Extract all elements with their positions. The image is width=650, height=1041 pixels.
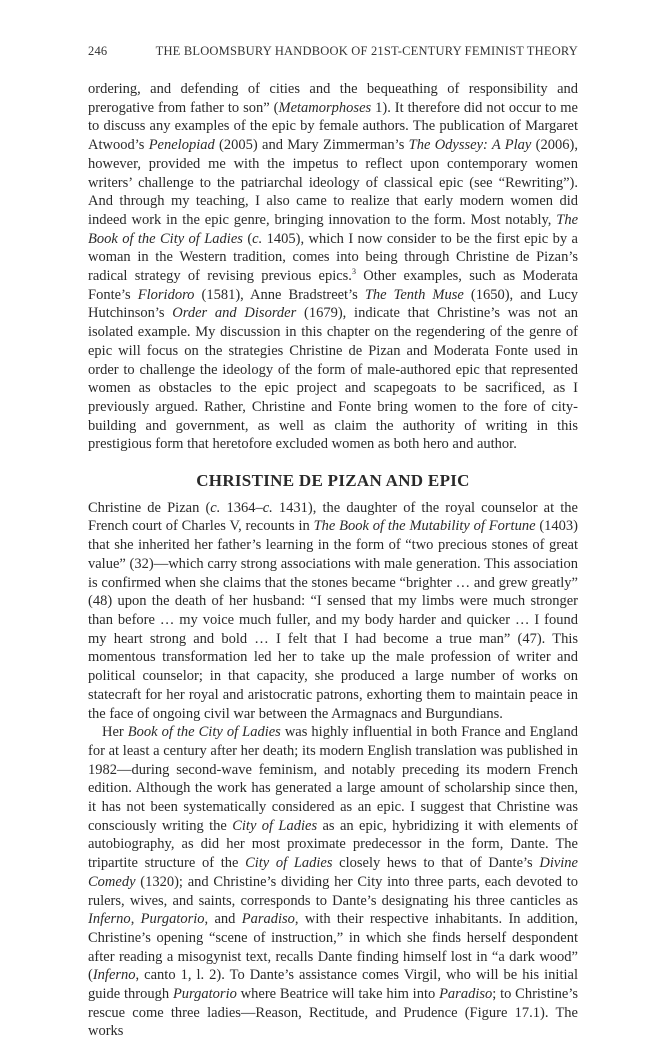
text-run: as an epic, hybridizing it with elements of autobiography, as did her most proximate predecessor in the form, Dante. The tripartite structure of the [88,817,578,872]
italic-text: Purgatorio [172,986,237,1003]
italic-text: City of Ladies [232,817,318,834]
text-run: 1431), the daughter of the royal counselor at the French court of Charles V, recounts in [88,499,578,535]
text-run: (1320); and Christine’s dividing her City into three parts, each devoted to rulers, wives, and saints, corresponds to Dante’s designating his three canticles as [88,873,578,909]
italic-text: Book of the City of Ladies [127,724,281,741]
text-run: (1679), indicate that Christine’s was not an isolated example. My discussion in this chapter on the regendering of the genre of epic will focus on the strategies Christine de Pizan and Moderata Fonte used in order to challenge the ideology of the form of male-authored epic that represented women as obstacles to the epic project and scapegoats to be sacrificed, as I previously argued. Rather, Christine and Fonte bring women to the fore of city-building and government, as well as claim the authority of writing in this prestigious form that heretofore excluded women as both hero and author. [88,305,579,453]
text-run: (2006), however, provided me with the impetus to reflect upon contemporary women writers’ challenge to the patriarchal ideology of classical epic (see “Rewriting”). And through my teaching, I also came to realize that early modern women did indeed work in the epic genre, bringing innovation to the form. Most notably, [88,137,578,228]
footnote-marker: 3 [351,267,356,277]
section-heading: CHRISTINE DE PIZAN AND EPIC [196,471,470,491]
italic-text: Inferno [88,911,131,928]
italic-text: c. [262,499,273,516]
text-run: was highly influential in both France and England for at least a century after her death; its modern English translation was published in 1982—during second-wave feminism, and notably preceding its modern French edition. Although the work has generated a large amount of scholarship since then, it has not been systematically considered as an epic. I suggest that Christine was consciously writing the [88,724,578,834]
italic-text: City of Ladies [245,855,333,872]
italic-text: c. [252,230,263,247]
text-run: (1581), Anne Bradstreet’s [194,286,365,303]
page-number: 246 [88,44,108,58]
text-run: closely hews to that of Dante’s [332,855,540,872]
text-run: (1650), and Lucy Hutchinson’s [88,286,579,322]
text-run: ; to Christine’s rescue come three ladies—Reason, Rectitude, and Prudence (Figure 17.1). The works [88,986,578,1040]
italic-text: c. [210,499,221,516]
running-head: THE BLOOMSBURY HANDBOOK OF 21ST-CENTURY FEMINIST THEORY [155,44,578,58]
italic-text: The Odyssey: A Play [408,137,532,154]
italic-text: The Book of the Mutability of Fortune [313,518,536,535]
text-run: Her [102,724,128,741]
italic-text: Inferno [92,967,136,984]
italic-text: The Tenth Muse [364,286,464,303]
italic-text: Penelopiad [148,137,215,154]
italic-text: The Book of the City of Ladies [88,211,578,247]
text-run: (1403) that she inherited her father’s learning in the form of “two precious stones of great value” (32)—which carry strong associations with male generation. This association is confirmed when she claims that the stones became “brighter … and grew greatly” (48) upon the death of her husband: “I sensed that my limbs were much stronger than before … my voice much fuller, and my body harder and quicker … I found my heart strong and bold … I felt that I had become a true man” (47). This momentous transformation led her to take up the male profession of writer and political counselor; in that capacity, she produced a large number of works on statecraft for her royal and aristocratic patrons, exhorting them to maintain peace in the face of ongoing civil war between the Armagnacs and Burgundians. [88,518,578,722]
text-run: , canto 1, l. 2). To Dante’s assistance comes Virgil, who will be his initial guide through [88,967,578,1003]
text-run: 1). It therefore did not occur to me to discuss any examples of the epic by female authors. The publication of Margaret Atwood’s [88,99,578,154]
body-text [88,80,578,1041]
italic-text: Order and Disorder [172,305,297,322]
body-paragraph [88,723,578,1041]
italic-text: Paradiso [439,986,493,1003]
text-run: 1405), which I now consider to be the first epic by a woman in the Western tradition, comes into being through Christine de Pizan’s radical strategy of revising previous epics. [88,230,578,285]
text-run: ( [242,230,253,247]
text-run: Other examples, such as Moderata Fonte’s [88,268,578,303]
italic-text: Floridoro [137,286,195,303]
text-run: , [130,911,141,928]
text-run: 1364– [220,499,263,516]
text-run: where Beatrice will take him into [236,986,440,1003]
body-paragraph [88,499,578,723]
body-paragraph [88,80,578,454]
text-run: , with their respective inhabitants. In addition, Christine’s opening “scene of instruction,” in which she finds herself despondent after reading a misogynist text, recalls Dante finding himself lost in “a dark wood” ( [88,911,578,984]
text-run: , and [204,911,242,928]
italic-text: Metamorphoses [278,99,372,116]
italic-text: Divine Comedy [88,855,578,890]
italic-text: Paradiso [241,911,295,928]
text-run: ordering, and defending of cities and the bequeathing of responsibility and prerogative from father to son” ( [88,81,578,116]
text-run: (2005) and Mary Zimmerman’s [214,137,409,154]
text-run: Christine de Pizan ( [88,499,211,516]
italic-text: Purgatorio [140,911,205,928]
